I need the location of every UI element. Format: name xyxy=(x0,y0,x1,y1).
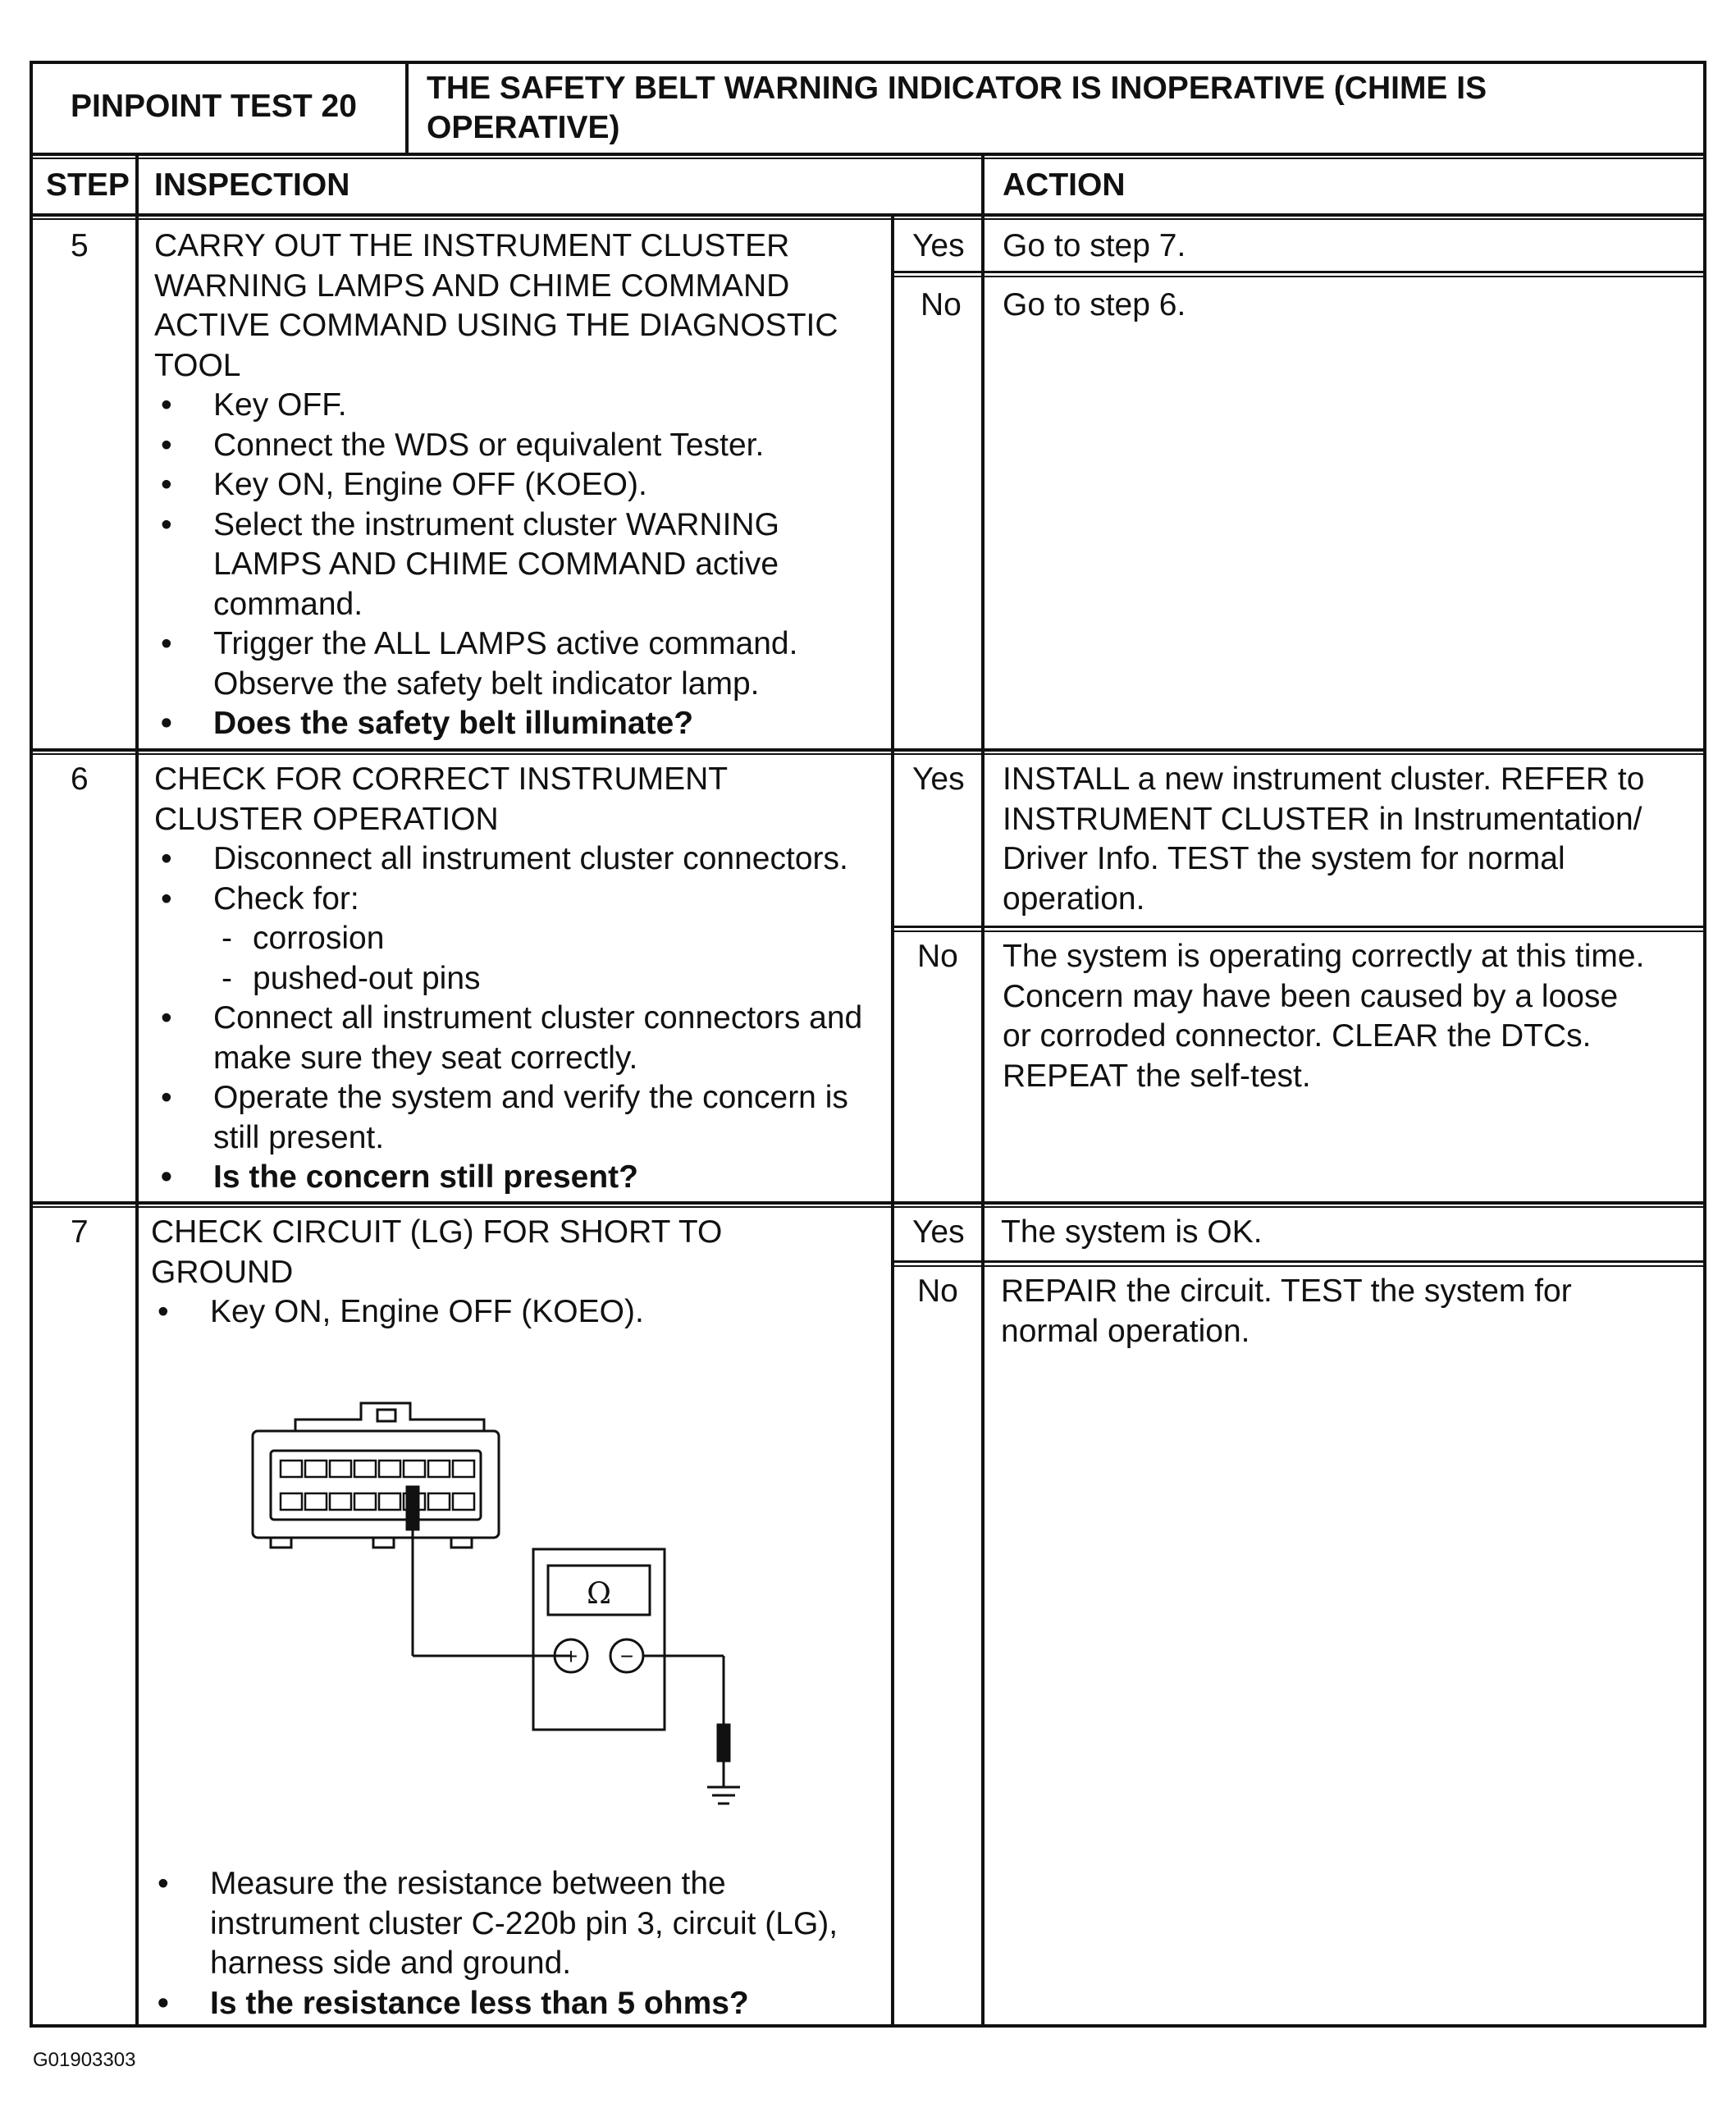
column-header-inspection: INSPECTION xyxy=(154,167,350,203)
bullet-continuation: still present. xyxy=(213,1119,385,1155)
step-number: 5 xyxy=(71,228,89,263)
inspection-title: ACTIVE COMMAND USING THE DIAGNOSTIC xyxy=(154,308,838,343)
inspection-title: CHECK FOR CORRECT INSTRUMENT xyxy=(154,761,729,797)
inspection-cell xyxy=(154,760,862,1198)
bullet-question: • Is the concern still present? xyxy=(161,1159,638,1195)
no-action: Go to step 6. xyxy=(1003,287,1186,322)
inspection-bullets xyxy=(154,839,862,1198)
inspection-bullets xyxy=(151,1292,722,1333)
sub-bullet-item: - corrosion xyxy=(222,921,385,956)
bullet-continuation: Observe the safety belt indicator lamp. xyxy=(213,665,760,702)
inspection-cell-lower xyxy=(151,1864,838,2023)
no-label: No xyxy=(917,1273,958,1309)
inspection-cell xyxy=(154,226,838,744)
yes-action: Go to step 7. xyxy=(1003,228,1186,263)
inspection-title: CHECK CIRCUIT (LG) FOR SHORT TO xyxy=(151,1214,723,1250)
ohmmeter-icon xyxy=(533,1549,665,1730)
bullet-item: • Check for: xyxy=(161,880,359,917)
inspection-cell xyxy=(151,1213,722,1333)
bullet-item: • Key ON, Engine OFF (KOEO). xyxy=(161,467,647,502)
inspection-title: TOOL xyxy=(154,347,241,383)
bullet-item: • Measure the resistance between the xyxy=(158,1866,726,1901)
inspection-bullets xyxy=(151,1864,838,2023)
yes-label: Yes xyxy=(912,761,965,797)
inspection-title: WARNING LAMPS AND CHIME COMMAND xyxy=(154,267,790,304)
bullet-question: • Is the resistance less than 5 ohms? xyxy=(158,1985,749,2021)
bullet-item: • Operate the system and verify the concern is xyxy=(161,1080,848,1115)
step-number: 7 xyxy=(71,1214,89,1250)
test-title-line-1: THE SAFETY BELT WARNING INDICATOR IS INOPERATIVE (CHIME IS xyxy=(427,71,1487,106)
bullet-item: • Connect all instrument cluster connectors and xyxy=(161,1000,863,1036)
plus-terminal: + xyxy=(564,1644,578,1669)
bullet-continuation: harness side and ground. xyxy=(210,1945,572,1981)
yes-action: INSTALL a new instrument cluster. REFER to INSTRUMENT CLUSTER in Instrumentation/ Driver Info. TEST the system for normal operation. xyxy=(1003,761,1645,917)
column-header-action: ACTION xyxy=(1003,167,1126,203)
bullet-item: • Key OFF. xyxy=(161,387,347,423)
no-label: No xyxy=(921,287,962,322)
column-header-step: STEP xyxy=(46,167,130,203)
no-action: REPAIR the circuit. TEST the system for normal operation. xyxy=(1001,1273,1572,1349)
inspection-title: CARRY OUT THE INSTRUMENT CLUSTER xyxy=(154,228,790,263)
minus-terminal: − xyxy=(619,1644,634,1669)
bullet-item: • Select the instrument cluster WARNING xyxy=(161,506,779,542)
ohmmeter-connector-diagram xyxy=(246,1378,837,1822)
step-number: 6 xyxy=(71,761,89,797)
test-title-line-2: OPERATIVE) xyxy=(427,110,620,145)
yes-action: The system is OK. xyxy=(1001,1214,1263,1250)
bullet-continuation: LAMPS AND CHIME COMMAND active xyxy=(213,546,779,582)
bullet-continuation: make sure they seat correctly. xyxy=(213,1040,638,1076)
no-label: No xyxy=(917,939,958,974)
yes-label: Yes xyxy=(912,1214,965,1250)
ohm-symbol: Ω xyxy=(587,1577,611,1611)
bullet-question: • Does the safety belt illuminate? xyxy=(161,706,694,741)
bullet-item: • Trigger the ALL LAMPS active command. xyxy=(161,626,798,661)
probe-icon xyxy=(407,1487,571,1656)
bullet-continuation: command. xyxy=(213,586,363,622)
inspection-title: CLUSTER OPERATION xyxy=(154,801,499,837)
bullet-continuation: instrument cluster C-220b pin 3, circuit (LG), xyxy=(210,1905,838,1941)
yes-label: Yes xyxy=(912,228,965,263)
sub-bullet-item: - pushed-out pins xyxy=(222,960,481,996)
inspection-bullets xyxy=(154,386,838,744)
bullet-item: • Key ON, Engine OFF (KOEO). xyxy=(158,1294,644,1329)
connector-icon xyxy=(253,1403,499,1548)
bullet-item: • Connect the WDS or equivalent Tester. xyxy=(161,427,765,463)
figure-code: G01903303 xyxy=(33,2049,136,2071)
inspection-title: GROUND xyxy=(151,1254,294,1290)
bullet-item: • Disconnect all instrument cluster connectors. xyxy=(161,841,848,876)
no-action: The system is operating correctly at this time. Concern may have been caused by a loose or corroded connector. CLEAR the DTCs. REPEAT the self-test. xyxy=(1003,939,1645,1094)
test-number-label: PINPOINT TEST 20 xyxy=(71,89,357,124)
